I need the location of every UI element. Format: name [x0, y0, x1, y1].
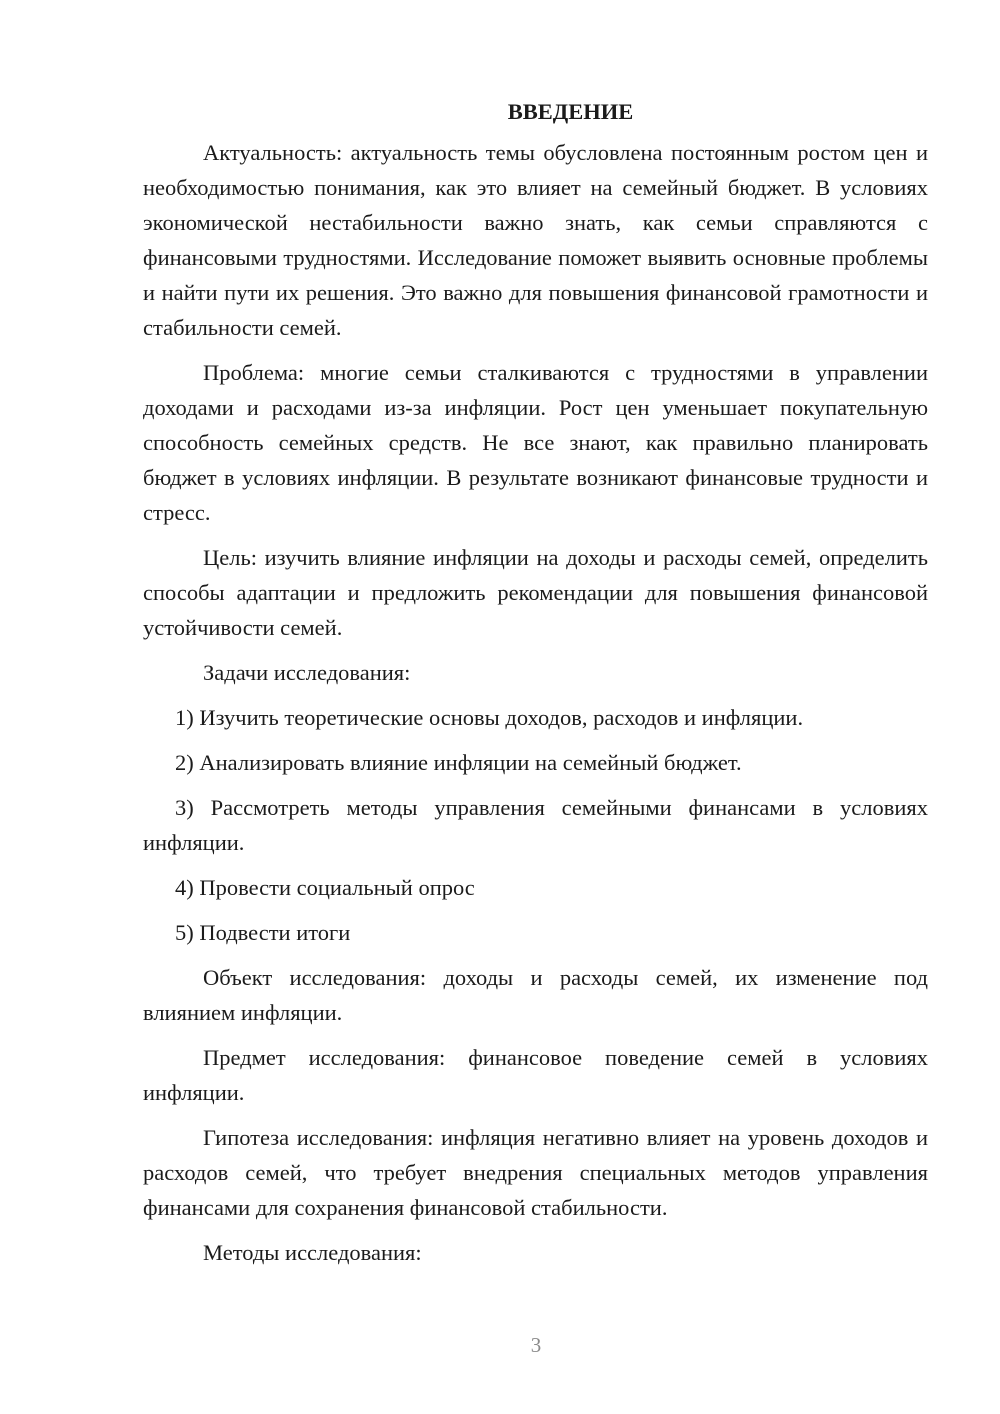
problem-paragraph: Проблема: многие семьи сталкиваются с трудностями в управлении доходами и расходами из-за инфляции. Рост цен уменьшает покупательную способность семейных средств. Не все знают, как правильно планировать бюджет в условиях инфляции. В результате возникают финансовые трудности и стресс. — [143, 360, 928, 525]
page-number: 3 — [530, 1333, 542, 1357]
task-item-5: 5) Подвести итоги — [175, 920, 351, 945]
object-paragraph: Объект исследования: доходы и расходы семей, их изменение под влиянием инфляции. — [143, 965, 928, 1025]
hypothesis-paragraph: Гипотеза исследования: инфляция негативно влияет на уровень доходов и расходов семей, что требует внедрения специальных методов управления финансами для сохранения финансовой стабильности. — [143, 1125, 928, 1220]
methods-heading: Методы исследования: — [203, 1240, 422, 1265]
task-item-1: 1) Изучить теоретические основы доходов, расходов и инфляции. — [175, 705, 804, 730]
page-content — [143, 94, 928, 1280]
task-item-4: 4) Провести социальный опрос — [175, 875, 475, 900]
relevance-paragraph: Актуальность: актуальность темы обусловлена постоянным ростом цен и необходимостью понимания, как это влияет на семейный бюджет. В условиях экономической нестабильности важно знать, как семьи справляются с финансовыми трудностями. Исследование поможет выявить основные проблемы и найти пути их решения. Это важно для повышения финансовой грамотности и стабильности семей. — [143, 140, 928, 340]
subject-paragraph: Предмет исследования: финансовое поведение семей в условиях инфляции. — [143, 1045, 928, 1105]
task-item-2: 2) Анализировать влияние инфляции на семейный бюджет. — [175, 750, 742, 775]
task-item-3: 3) Рассмотреть методы управления семейными финансами в условиях инфляции. — [143, 795, 928, 855]
section-title: ВВЕДЕНИЕ — [507, 99, 634, 124]
goal-paragraph: Цель: изучить влияние инфляции на доходы и расходы семей, определить способы адаптации и предложить рекомендации для повышения финансовой устойчивости семей. — [143, 545, 928, 640]
tasks-heading: Задачи исследования: — [203, 660, 411, 685]
